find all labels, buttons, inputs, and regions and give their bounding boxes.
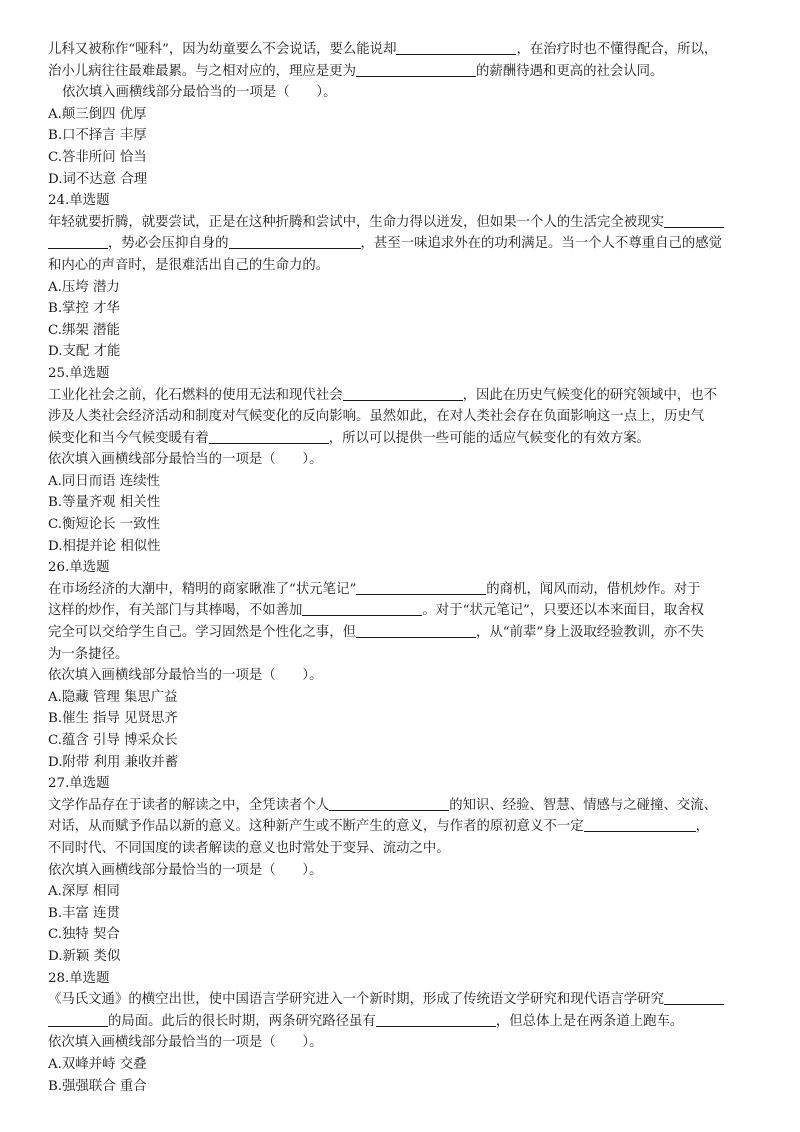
question-header: 24.单选题 bbox=[48, 193, 110, 209]
passage-text: 的薪酬待遇和更高的社会认同。 bbox=[475, 63, 664, 79]
document-page bbox=[48, 39, 753, 1097]
passage-text: 的商机，闻风而动，借机炒作。对于 bbox=[486, 581, 701, 597]
passage-text: 的知识、经验、智慧、情感与之碰撞、交流、 bbox=[449, 797, 718, 813]
passage-text: ， bbox=[695, 819, 710, 835]
option-b[interactable]: B.口不择言 丰厚 bbox=[48, 128, 147, 144]
question-header: 27.单选题 bbox=[48, 776, 110, 792]
passage-line bbox=[48, 579, 753, 601]
answer-blank[interactable] bbox=[48, 1012, 108, 1027]
answer-blank[interactable] bbox=[664, 213, 724, 228]
answer-blank[interactable] bbox=[356, 580, 486, 595]
passage-line: 涉及人类社会经济活动和制度对气候变化的反向影响。虽然如此，在对人类社会存在负面影响这一点上，历史气 bbox=[48, 409, 705, 425]
answer-blank[interactable] bbox=[48, 234, 108, 249]
option-c[interactable]: C.蕴含 引导 博采众长 bbox=[48, 733, 178, 748]
answer-blank[interactable] bbox=[664, 990, 724, 1005]
question-prompt: 依次填入画横线部分最恰当的一项是（ ）。 bbox=[48, 452, 323, 468]
option-b[interactable]: B.丰富 连贯 bbox=[48, 905, 120, 921]
option-d[interactable]: D.支配 才能 bbox=[48, 344, 121, 360]
answer-blank[interactable] bbox=[329, 796, 449, 811]
passage-text: 年轻就要折腾，就要尝试，正是在这种折腾和尝试中，生命力得以迸发，但如果一个人的生活完全被现实 bbox=[48, 214, 664, 230]
passage-text: 治小儿病往往最难最累。与之相对应的，理应是更为 bbox=[48, 63, 356, 79]
passage-text: 《马氏文通》的横空出世，使中国语言学研究进入一个新时期，形成了传统语文学研究和现代语言学研究 bbox=[48, 992, 664, 1008]
passage-line bbox=[48, 600, 753, 622]
answer-blank[interactable] bbox=[343, 386, 463, 401]
question-prompt: 依次填入画横线部分最恰当的一项是（ ）。 bbox=[48, 1035, 323, 1051]
option-b[interactable]: B.等量齐观 相关性 bbox=[48, 495, 161, 511]
passage-line bbox=[48, 39, 753, 61]
passage-line: 不同时代、不同国度的读者解读的意义也时常处于变异、流动之中。 bbox=[48, 840, 450, 856]
option-c[interactable]: C.绑架 潜能 bbox=[48, 322, 120, 338]
answer-blank[interactable] bbox=[229, 234, 361, 249]
passage-line bbox=[48, 61, 753, 83]
passage-line bbox=[48, 816, 753, 838]
option-a[interactable]: A.隐藏 管理 集思广益 bbox=[48, 689, 178, 705]
passage-text: 候变化和当今气候变暖有着 bbox=[48, 430, 209, 446]
passage-text: 儿科又被称作“哑科”，因为幼童要么不会说话，要么能说却 bbox=[48, 42, 397, 57]
passage-text: 文学作品存在于读者的解读之中，全凭读者个人 bbox=[48, 797, 330, 813]
passage-line bbox=[48, 385, 753, 407]
option-b[interactable]: B.强强联合 重合 bbox=[48, 1078, 147, 1094]
passage-line bbox=[48, 989, 753, 1011]
option-c[interactable]: C.答非所问 恰当 bbox=[48, 149, 147, 165]
passage-text: 完全可以交给学生自己。学习固然是个性化之事，但 bbox=[48, 625, 356, 641]
passage-text: 在市场经济的大潮中，精明的商家瞅准了“状元笔记” bbox=[48, 581, 357, 597]
option-d[interactable]: D.词不达意 合理 bbox=[48, 171, 148, 187]
passage-line bbox=[48, 212, 753, 234]
passage-text: 对话，从而赋予作品以新的意义。这种新产生或不断产生的意义，与作者的原初意义不一定 bbox=[48, 819, 584, 835]
option-c[interactable]: C.独特 契合 bbox=[48, 927, 120, 943]
passage-text: ，在治疗时也不懂得配合，所以， bbox=[516, 42, 718, 57]
option-d[interactable]: D.新颖 类似 bbox=[48, 948, 121, 964]
passage-text: ，但总体上是在两条道上跑车。 bbox=[495, 1013, 684, 1029]
passage-line bbox=[48, 233, 753, 255]
question-header: 28.单选题 bbox=[48, 970, 110, 986]
passage-text: ，从“前辈”身上汲取经验教训，亦不失 bbox=[475, 625, 704, 641]
option-a[interactable]: A.压垮 潜力 bbox=[48, 279, 120, 295]
option-d[interactable]: D.相提并论 相似性 bbox=[48, 538, 161, 554]
passage-text: 。对于“状元笔记”，只要还以本来面目，取舍权 bbox=[422, 603, 704, 619]
answer-blank[interactable] bbox=[356, 62, 476, 77]
option-c[interactable]: C.衡短论长 一致性 bbox=[48, 517, 161, 533]
passage-text: 这样的炒作，有关部门与其棒喝，不如善加 bbox=[48, 603, 303, 619]
option-a[interactable]: A.颠三倒四 优厚 bbox=[48, 106, 147, 122]
passage-text: 的局面。此后的很长时期，两条研究路径虽有 bbox=[108, 1013, 376, 1029]
question-header: 25.单选题 bbox=[48, 365, 110, 381]
option-a[interactable]: A.深厚 相同 bbox=[48, 884, 120, 900]
question-prompt: 依次填入画横线部分最恰当的一项是（ ）。 bbox=[48, 668, 323, 684]
passage-text: 工业化社会之前，化石燃料的使用无法和现代社会 bbox=[48, 387, 343, 403]
answer-blank[interactable] bbox=[302, 601, 422, 616]
passage-text: ，因此在历史气候变化的研究领域中，也不 bbox=[462, 387, 718, 403]
passage-text: ，势必会压抑自身的 bbox=[108, 236, 229, 252]
question-prompt: 依次填入画横线部分最恰当的一项是（ ）。 bbox=[48, 862, 323, 878]
passage-line bbox=[48, 1011, 753, 1033]
passage-line bbox=[48, 795, 753, 817]
passage-text: ，所以可以提供一些可能的适应气候变化的有效方案。 bbox=[328, 430, 651, 446]
passage-text: ，甚至一味追求外在的功利满足。当一个人不尊重自己的感觉 bbox=[360, 236, 723, 252]
answer-blank[interactable] bbox=[396, 40, 516, 55]
passage-line: 和内心的声音时，是很难活出自己的生命力的。 bbox=[48, 257, 330, 273]
option-d[interactable]: D.附带 利用 兼收并蓄 bbox=[48, 754, 179, 770]
option-b[interactable]: B.掌控 才华 bbox=[48, 301, 120, 317]
option-a[interactable]: A.同日而语 连续性 bbox=[48, 473, 160, 489]
question-header: 26.单选题 bbox=[48, 560, 110, 576]
answer-blank[interactable] bbox=[376, 1012, 496, 1027]
answer-blank[interactable] bbox=[584, 817, 696, 832]
passage-line bbox=[48, 622, 753, 644]
passage-line: 为一条捷径。 bbox=[48, 646, 129, 662]
passage-line bbox=[48, 428, 753, 450]
question-prompt: 依次填入画横线部分最恰当的一项是（ ）。 bbox=[62, 85, 337, 101]
option-a[interactable]: A.双峰并峙 交叠 bbox=[48, 1056, 147, 1072]
option-b[interactable]: B.催生 指导 见贤思齐 bbox=[48, 711, 178, 727]
answer-blank[interactable] bbox=[356, 623, 476, 638]
answer-blank[interactable] bbox=[209, 429, 329, 444]
